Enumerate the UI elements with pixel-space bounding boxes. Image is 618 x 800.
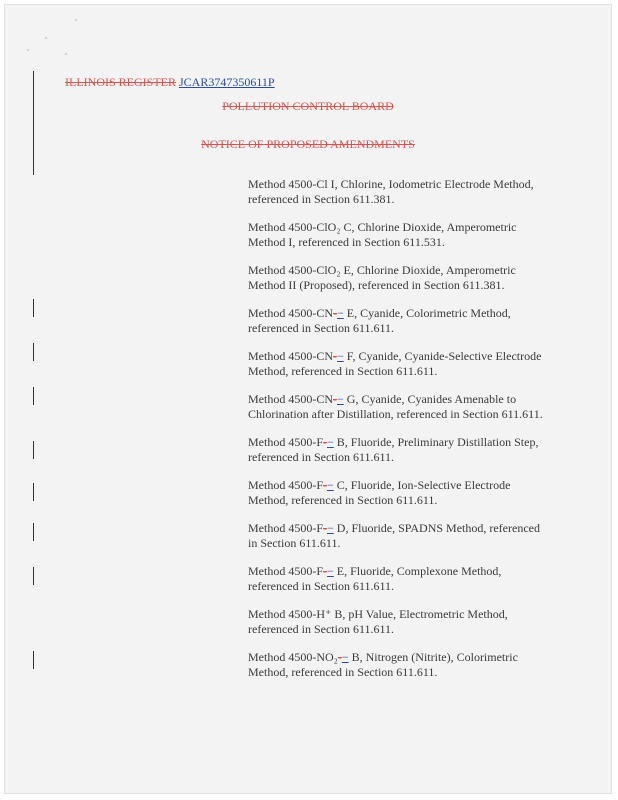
method-entry <box>248 306 548 336</box>
deleted-mark: - <box>333 392 337 406</box>
board-title <box>5 99 611 114</box>
deleted-mark: - <box>323 521 327 535</box>
change-bar <box>33 299 34 317</box>
method-entry-suffix: E, Cyanide, Colorimetric Method, referenced in Section 611.611. <box>248 306 511 335</box>
inserted-mark: − <box>337 349 344 363</box>
method-entry-text: Method 4500-Cl I, Chlorine, Iodometric Electrode Method, referenced in Section 611.381. <box>248 177 534 206</box>
method-entry-prefix: Method 4500-F <box>248 478 323 492</box>
method-entry <box>248 349 548 379</box>
scan-speck <box>27 49 29 51</box>
method-entry-text: Method 4500-H⁺ B, pH Value, Electrometric Method, referenced in Section 611.611. <box>248 607 508 636</box>
change-bar <box>33 567 34 585</box>
register-deleted: ILLINOIS REGISTER <box>65 75 176 89</box>
scan-speck <box>75 19 77 21</box>
method-entry-suffix: D, Fluoride, SPADNS Method, referenced in Section 611.611. <box>248 521 540 550</box>
change-bar <box>33 387 34 405</box>
deleted-mark: - <box>323 478 327 492</box>
method-entry-suffix: F, Cyanide, Cyanide-Selective Electrode Method, referenced in Section 611.611. <box>248 349 542 378</box>
method-entry <box>248 521 548 551</box>
method-entry <box>248 220 548 250</box>
method-entry-prefix: Method 4500-CN <box>248 306 333 320</box>
change-bar <box>33 343 34 361</box>
method-entry-prefix: Method 4500-F <box>248 564 323 578</box>
change-bar <box>33 483 34 501</box>
inserted-mark: − <box>327 564 334 578</box>
inserted-mark: − <box>327 478 334 492</box>
inserted-mark: − <box>327 435 334 449</box>
method-entry-suffix: B, Fluoride, Preliminary Distillation Step, referenced in Section 611.611. <box>248 435 539 464</box>
notice-title <box>5 137 611 152</box>
method-entry-prefix: Method 4500-CN <box>248 349 333 363</box>
deleted-mark: - <box>337 650 342 664</box>
inserted-mark: − <box>327 521 334 535</box>
inserted-mark: − <box>337 306 344 320</box>
notice-title-text: NOTICE OF PROPOSED AMENDMENTS <box>201 137 415 151</box>
method-entry <box>248 478 548 508</box>
method-entry <box>248 650 548 680</box>
method-entry-prefix: Method 4500-NO₂ <box>248 650 338 664</box>
method-entry <box>248 177 548 207</box>
register-inserted: JCAR3747350611P <box>179 75 275 89</box>
change-bar <box>33 523 34 541</box>
change-bar <box>33 71 34 175</box>
method-entry <box>248 263 548 293</box>
method-entry-suffix: E, Fluoride, Complexone Method, referenced in Section 611.611. <box>248 564 502 593</box>
inserted-mark: − <box>337 392 344 406</box>
deleted-mark: - <box>323 564 327 578</box>
scan-speck <box>65 53 67 55</box>
deleted-mark: - <box>323 435 327 449</box>
method-entry-text: Method 4500-ClO₂ E, Chlorine Dioxide, Amperometric Method II (Proposed), referenced in Section 611.381. <box>248 263 516 292</box>
document-page <box>4 4 612 794</box>
inserted-mark: − <box>341 650 349 664</box>
change-bar <box>33 441 34 459</box>
method-entry-prefix: Method 4500-F <box>248 435 323 449</box>
register-header <box>65 75 275 90</box>
method-entry-prefix: Method 4500-F <box>248 521 323 535</box>
method-entry <box>248 564 548 594</box>
method-entry <box>248 392 548 422</box>
method-entry-prefix: Method 4500-CN <box>248 392 333 406</box>
board-title-text: POLLUTION CONTROL BOARD <box>222 99 394 113</box>
method-entry <box>248 607 548 637</box>
scan-speck <box>45 37 47 39</box>
deleted-mark: - <box>333 306 337 320</box>
method-entry-suffix: B, Nitrogen (Nitrite), Colorimetric Method, referenced in Section 611.611. <box>248 650 518 679</box>
method-entry <box>248 435 548 465</box>
deleted-mark: - <box>333 349 337 363</box>
method-entry-suffix: C, Fluoride, Ion-Selective Electrode Method, referenced in Section 611.611. <box>248 478 511 507</box>
change-bar <box>33 651 34 669</box>
method-entry-suffix: G, Cyanide, Cyanides Amenable to Chlorination after Distillation, referenced in Section 611.611. <box>248 392 543 421</box>
method-entry-text: Method 4500-ClO₂ C, Chlorine Dioxide, Amperometric Method I, referenced in Section 611.531. <box>248 220 517 249</box>
method-list <box>248 177 548 693</box>
